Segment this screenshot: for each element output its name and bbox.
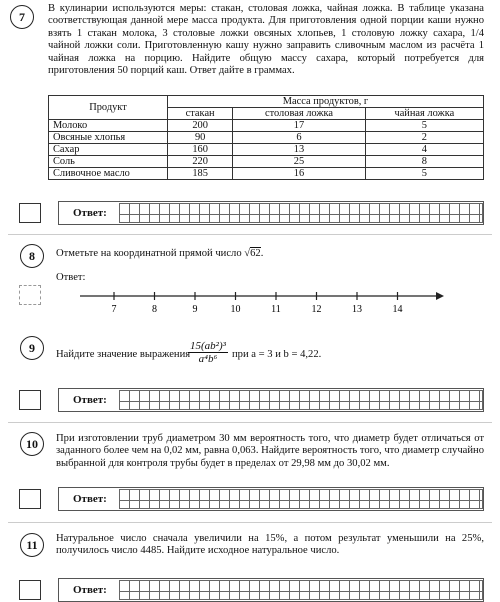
row-product: Молоко	[49, 120, 168, 132]
table-col-teaspoon: чайная ложка	[365, 108, 483, 120]
expression-fraction	[188, 340, 228, 365]
answer-label-11: Ответ:	[73, 584, 107, 596]
row-value: 2	[365, 132, 483, 144]
answer-grid-9[interactable]	[119, 390, 483, 410]
axis-tick-label: 12	[311, 304, 322, 315]
table-header-mass: Масса продуктов, г	[168, 96, 484, 108]
axis-tick-label: 7	[111, 304, 117, 315]
axis-tick-label: 11	[271, 304, 281, 315]
question-8-prefix: Отметьте на координатной прямой число	[56, 248, 242, 259]
divider	[8, 522, 492, 523]
question-7-intro: В кулинарии используются меры: стакан, столовая ложка, чайная ложка. В таблице указана соответствующая данной мере масса продукта.	[48, 3, 484, 27]
answer-label-10: Ответ:	[73, 493, 107, 505]
answer-checkbox-11[interactable]	[19, 580, 41, 600]
answer-checkbox-10[interactable]	[19, 489, 41, 509]
answer-row-10	[58, 487, 484, 511]
question-8-text	[56, 248, 476, 260]
answer-checkbox-7[interactable]	[19, 203, 41, 223]
row-value: 4	[365, 144, 483, 156]
answer-label-9: Ответ:	[73, 394, 107, 406]
question-7-text	[48, 3, 484, 77]
products-table	[48, 95, 484, 180]
row-value: 17	[233, 120, 365, 132]
row-value: 5	[365, 168, 483, 180]
sqrt-expression: √62.	[244, 248, 264, 259]
row-value: 5	[365, 120, 483, 132]
row-value: 220	[168, 156, 233, 168]
table-row	[49, 132, 484, 144]
table-row	[49, 156, 484, 168]
row-value: 6	[233, 132, 365, 144]
row-product: Сахар	[49, 144, 168, 156]
question-number-11: 11	[20, 533, 44, 557]
table-header-product: Продукт	[49, 96, 168, 120]
answer-grid-11[interactable]	[119, 580, 483, 600]
coordinate-line[interactable]	[80, 288, 450, 318]
answer-grid-10[interactable]	[119, 489, 483, 509]
answer-label-8: Ответ:	[56, 272, 86, 283]
row-value: 90	[168, 132, 233, 144]
answer-grid-7[interactable]	[119, 203, 483, 223]
sqrt-radicand: 62	[250, 248, 261, 259]
fraction-denominator: a⁴b⁶	[198, 353, 218, 365]
axis-tick-label: 9	[192, 304, 198, 315]
table-row	[49, 144, 484, 156]
row-product: Сливочное масло	[49, 168, 168, 180]
question-9-suffix: при a = 3 и b = 4,22.	[232, 349, 322, 360]
question-number-7: 7	[10, 5, 34, 29]
axis-tick-label: 13	[352, 304, 362, 315]
table-col-tablespoon: столовая ложка	[233, 108, 365, 120]
answer-checkbox-9[interactable]	[19, 390, 41, 410]
question-number-8: 8	[20, 244, 44, 268]
row-value: 160	[168, 144, 233, 156]
question-9-prefix: Найдите значение выражения	[56, 349, 191, 360]
row-value: 8	[365, 156, 483, 168]
answer-row-9	[58, 388, 484, 412]
axis-tick-label: 8	[152, 304, 157, 315]
fraction-numerator: 15(ab²)³	[190, 340, 226, 352]
answer-row-7	[58, 201, 484, 225]
question-7-body: Для приготовления одной порции каши нужно взять 1 стакан молока, 3 столовые ложки овсяных хлопьев, 1 столовую ложку сахара, 1/4 чайной ложки соли. Приготовленную кашу нужно заправить сливочным маслом из расчёта 1 чайная ложка на порцию. Найдите общую массу сахара, который потребуется для приготовления 50 порций каш. Ответ дайте в граммах.	[48, 15, 485, 77]
row-value: 200	[168, 120, 233, 132]
question-number-9: 9	[20, 336, 44, 360]
row-value: 25	[233, 156, 365, 168]
question-11-text: Натуральное число сначала увеличили на 15%, а потом результат уменьшили на 25%, получилось число 4485. Найдите исходное натуральное число.	[56, 533, 484, 557]
row-value: 13	[233, 144, 365, 156]
answer-row-11	[58, 578, 484, 602]
axis-tick-label: 10	[230, 304, 241, 315]
table-row	[49, 120, 484, 132]
answer-checkbox-8[interactable]	[19, 285, 41, 305]
question-10-text: При изготовлении труб диаметром 30 мм вероятность того, что диаметр будет отличаться от заданного более чем на 0,02 мм, равна 0,063. Найдите вероятность того, что диаметр случайно выбранной для контроля трубы будет в пределах от 29,98 мм до 30,02 мм.	[56, 433, 484, 469]
table-row	[49, 168, 484, 180]
axis-tick-label: 14	[392, 304, 403, 315]
question-number-10: 10	[20, 432, 44, 456]
answer-label-7: Ответ:	[73, 207, 107, 219]
row-value: 16	[233, 168, 365, 180]
row-product: Соль	[49, 156, 168, 168]
row-product: Овсяные хлопья	[49, 132, 168, 144]
table-col-cup: стакан	[168, 108, 233, 120]
divider	[8, 422, 492, 423]
divider	[8, 234, 492, 235]
row-value: 185	[168, 168, 233, 180]
